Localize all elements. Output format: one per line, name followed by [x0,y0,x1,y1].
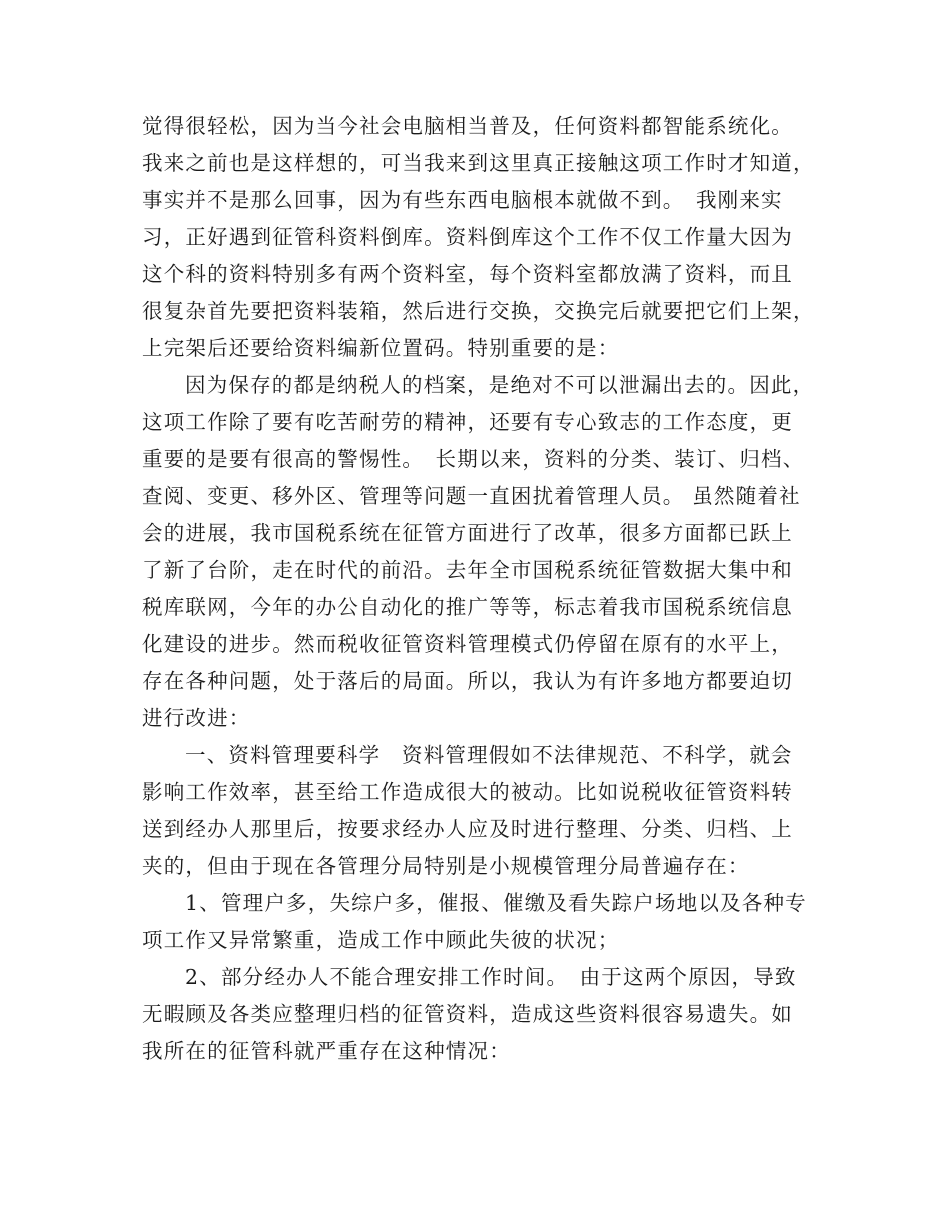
text-line: 化建设的进步。然而税收征管资料管理模式仍停留在原有的水平上， [142,632,793,656]
text-line: 了新了台阶，走在时代的前沿。去年全市国税系统征管数据大集中和 [142,558,793,582]
text-line: 这项工作除了要有吃苦耐劳的精神，还要有专心致志的工作态度，更 [142,410,793,434]
text-line: 因为保存的都是纳税人的档案，是绝对不可以泄漏出去的。因此， [185,373,815,397]
text-line: 很复杂首先要把资料装箱，然后进行交换，交换完后就要把它们上架， [142,299,815,323]
text-line: 一、资料管理要科学 资料管理假如不法律规范、不科学，就会 [185,743,793,767]
document-body [142,108,815,1070]
text-line: 会的进展，我市国税系统在征管方面进行了改革，很多方面都已跃上 [142,521,793,545]
text-line: 重要的是要有很高的警惕性。 长期以来，资料的分类、装订、归档、 [142,447,805,471]
text-line: 税库联网，今年的办公自动化的推广等等，标志着我市国税系统信息 [142,595,793,619]
text-line: 这个科的资料特别多有两个资料室，每个资料室都放满了资料，而且 [142,262,793,286]
text-line: 存在各种问题，处于落后的局面。所以，我认为有许多地方都要迫切 [142,669,793,693]
text-line: 无暇顾及各类应整理归档的征管资料，造成这些资料很容易遗失。如 [142,1002,793,1026]
text-line: 事实并不是那么回事，因为有些东西电脑根本就做不到。 我刚来实 [142,188,783,212]
text-line: 习，正好遇到征管科资料倒库。资料倒库这个工作不仅工作量大因为 [142,225,793,249]
text-line: 上完架后还要给资料编新位置码。特别重要的是： [142,336,620,360]
text-line: 影响工作效率，甚至给工作造成很大的被动。比如说税收征管资料转 [142,780,793,804]
text-line: 1、管理户多，失综户多，催报、催缴及看失踪户场地以及各种专 [185,891,807,915]
text-line: 觉得很轻松，因为当今社会电脑相当普及，任何资料都智能系统化。 [142,114,793,138]
text-line: 送到经办人那里后，按要求经办人应及时进行整理、分类、归档、上 [142,817,793,841]
text-line: 我所在的征管科就严重存在这种情况： [142,1039,511,1063]
text-line: 夹的，但由于现在各管理分局特别是小规模管理分局普遍存在： [142,854,750,878]
text-line: 项工作又异常繁重，造成工作中顾此失彼的状况； [142,928,620,952]
text-line: 进行改进： [142,706,251,730]
text-line: 我来之前也是这样想的，可当我来到这里真正接触这项工作时才知道， [142,151,815,175]
text-line: 2、部分经办人不能合理安排工作时间。 由于这两个原因，导致 [185,965,797,989]
text-line: 查阅、变更、移外区、管理等问题一直困扰着管理人员。 虽然随着社 [142,484,801,508]
